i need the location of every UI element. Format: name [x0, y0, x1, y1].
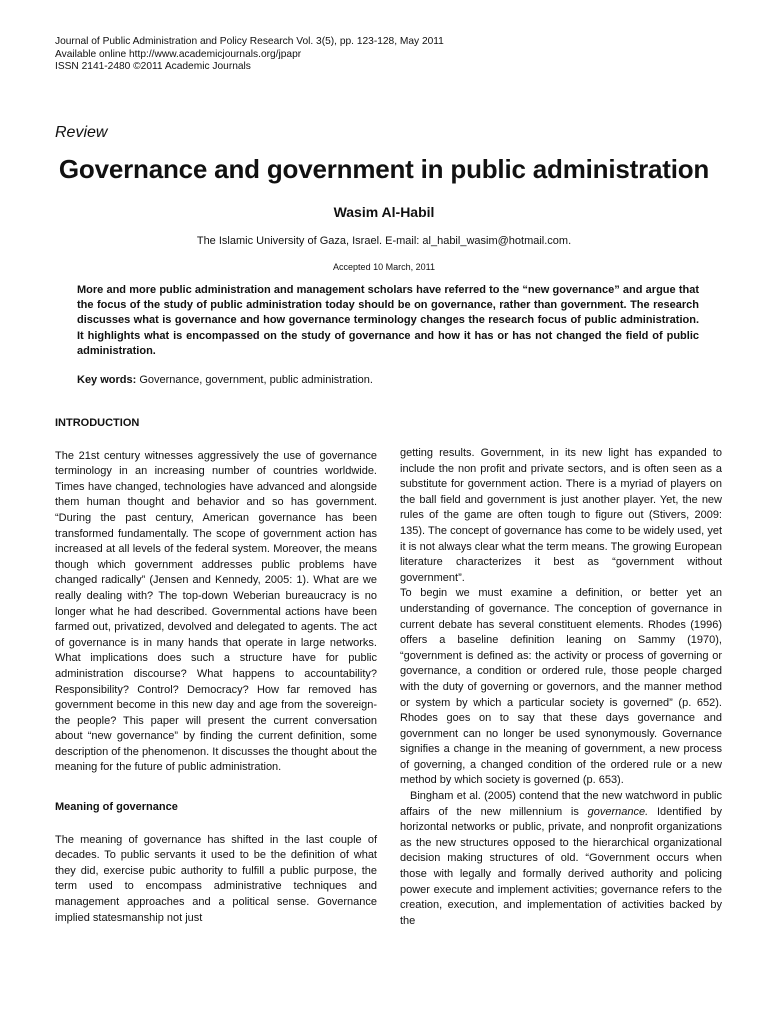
governance-italic: governance. — [587, 805, 649, 818]
left-column — [55, 416, 377, 926]
section-heading-meaning: Meaning of governance — [55, 801, 178, 814]
bingham-text-start: Bingham et al. (2005) contend that the new watchword in public affairs of the new millennium is — [400, 790, 722, 818]
right-paragraph-1: getting results. Government, in its new light has expanded to include the non profit and private sectors, and is often seen as a substitute for government action. There is a myriad of players on the ball field and government is just another player. Yet, the new rules of the game are often tough to figure out (Stivers, 2009: 135). The concept of governance has come to be widely used, yet it is not always clear what the term means. The growing European literature characterizes it best as “government without government”. — [400, 447, 722, 584]
journal-issn: ISSN 2141-2480 ©2011 Academic Journals — [55, 61, 251, 72]
keywords-label: Key words: — [77, 374, 137, 386]
right-paragraph-3 — [400, 789, 722, 929]
article-author: Wasim Al-Habil — [333, 204, 435, 220]
journal-header — [55, 36, 715, 74]
bingham-text-end: Identified by horizontal networks or public, private, and nonprofit organizations as the new structures opposed to the hierarchical organizational decision making structures of old. “Government occurs when those with legally and formally derived authority and policing power execute and implement activities; governance refers to the creation, execution, and implementation of activities backed by the — [400, 805, 722, 927]
author-affiliation: The Islamic University of Gaza, Israel. E-mail: al_habil_wasim@hotmail.com. — [196, 235, 572, 247]
abstract: More and more public administration and management scholars have referred to the “new governance” and argue that the focus of the study of public administration today should be on governance, rather than government. The research discusses what is governance and how governance terminology changes the research focus of public administration. It highlights what is encompassed on the study of governance and how it has or has not changed the field of public administration. — [77, 284, 699, 357]
intro-paragraph: The 21st century witnesses aggressively the use of governance terminology in an increasing number of countries worldwide. Times have changed, technologies have advanced and alongside them human thought and behavior and so has government. “During the past century, American governance has been transformed fundamentally. The scope of government action has increased at all levels of the federal system. Moreover, the means though which government addresses public problems have changed radically” (Jensen and Kennedy, 2005: 1). What are we really dealing with? The top-down Weberian bureaucracy is no longer what he had described. Governmental actions have been farmed out, privatized, devolved and delegated to agents. The act of governance is in many hands that operate in large networks. What implications does such a structure have for public administration discourse? What happens to accountability? Responsibility? Control? Democracy? How far removed has government become in this new day and age from the sovereign- the people? This paper will present the current conversation about “new governance” by finding the current definition, some description of the phenomenon. It discusses the thought about the meaning for the future of public administration. — [55, 449, 377, 774]
right-column — [400, 446, 722, 929]
journal-online-link[interactable]: Available online http://www.academicjournals.org/jpapr — [55, 48, 302, 60]
journal-citation: Journal of Public Administration and Policy Research Vol. 3(5), pp. 123-128, May 2011 — [55, 36, 444, 47]
right-paragraph-2: To begin we must examine a definition, or better yet an understanding of governance. The conception of governance in current debate has several constituent elements. Rhodes (1996) offers a baseline definition leaning on Sammy (1970), “government is defined as: the activity or process of governing or governance, a condition or ordered rule, those people charged with the duty of governing or governors, and the manner method or system by which a particular society is governed” (p. 652). Rhodes goes on to say that these days governance and government can no longer be used synonymously. Governance signifies a change in the meaning of government, a new process of governing, a changed condition of the ordered rule or a new method by which society is governed (p. 653). — [400, 587, 722, 787]
section-heading-introduction: INTRODUCTION — [55, 417, 140, 429]
keywords-list: Governance, government, public administration. — [136, 374, 373, 386]
article-type-label: Review — [55, 124, 108, 141]
keywords — [77, 374, 699, 386]
accepted-date: Accepted 10 March, 2011 — [333, 262, 435, 272]
meaning-paragraph: The meaning of governance has shifted in the last couple of decades. To public servants it used to be the definition of what they did, exercise pubic authority to fulfill a public purpose, the term used to encompass administrative techniques and management approaches and a political sense. Governance implied statesmanship not just — [55, 833, 377, 924]
article-title: Governance and government in public administration — [58, 154, 710, 184]
